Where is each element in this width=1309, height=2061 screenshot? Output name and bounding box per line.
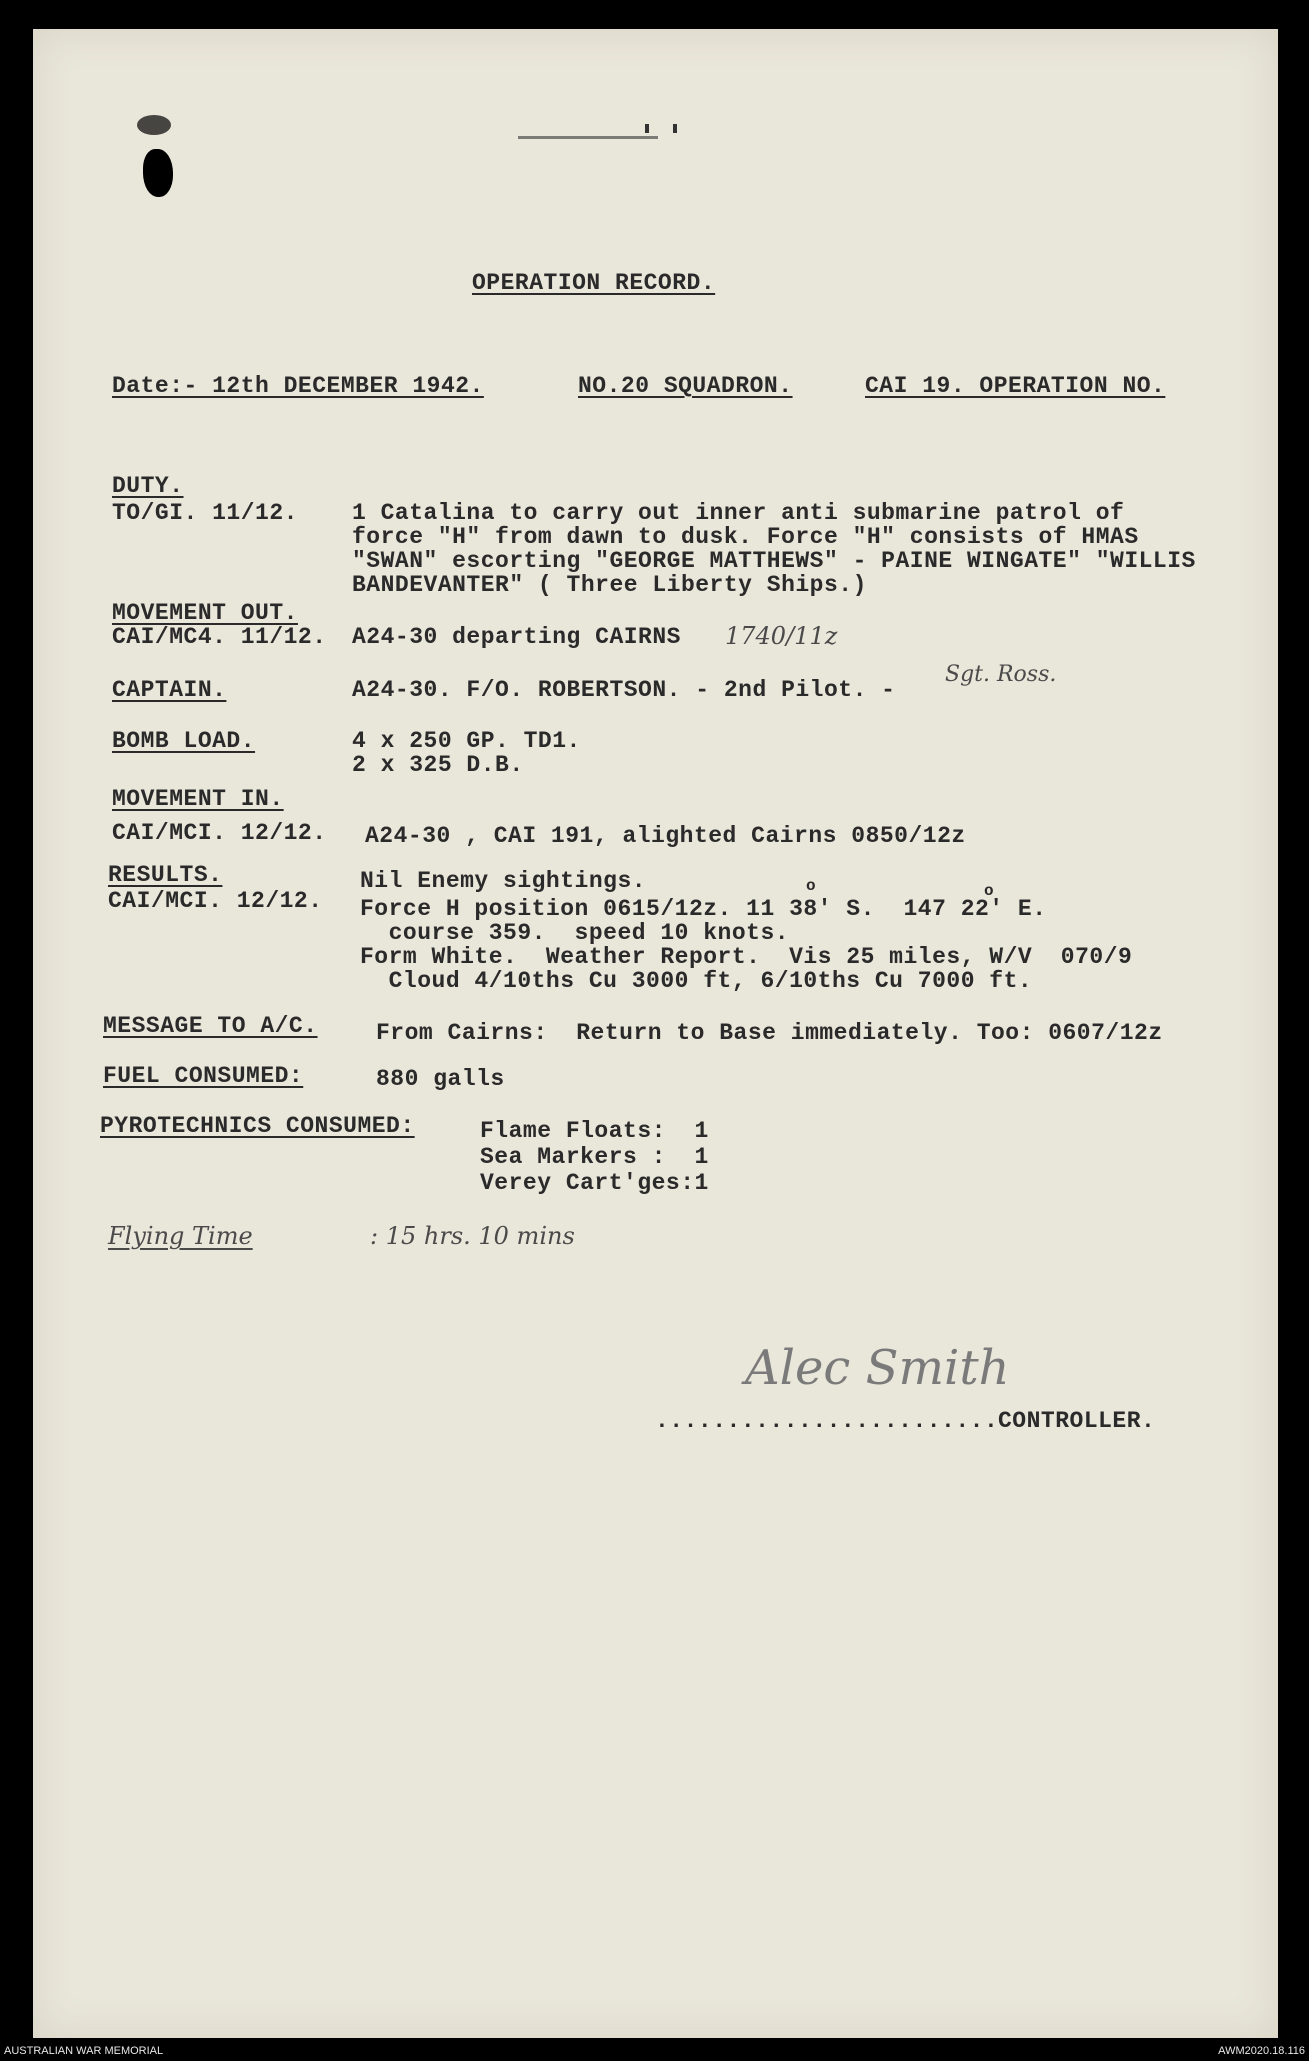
movement-in-label: MOVEMENT IN. [112, 786, 284, 812]
movement-out-ref: CAI/MC4. 11/12. [112, 624, 327, 650]
bomb-load-line: 4 x 250 GP. TD1. [352, 728, 581, 754]
signature-dots: ........................ [655, 1408, 999, 1434]
pyrotechnics-label: PYROTECHNICS CONSUMED: [100, 1113, 415, 1139]
flying-time-value: : 15 hrs. 10 mins [370, 1222, 575, 1250]
footer-archive-name: AUSTRALIAN WAR MEMORIAL [4, 2045, 164, 2057]
departure-time-handwritten: 1740/11z [725, 622, 838, 650]
pyrotechnics-line: Flame Floats: 1 [480, 1118, 709, 1144]
results-line: Force H position 0615/12z. 11 38' S. 147 22' E. [360, 896, 1047, 922]
footer-archive-id: AWM2020.18.116 [1218, 2045, 1305, 2057]
fuel-text: 880 galls [376, 1066, 505, 1092]
squadron: NO.20 SQUADRON. [578, 373, 793, 399]
record-date: Date:- 12th DECEMBER 1942. [112, 373, 484, 399]
controller-signature: Alec Smith [745, 1340, 1010, 1396]
bomb-load-label: BOMB LOAD. [112, 728, 256, 754]
duty-line: BANDEVANTER" ( Three Liberty Ships.) [352, 572, 867, 598]
degree-mark: o [806, 877, 816, 895]
pencil-mark [518, 136, 658, 139]
duty-line: "SWAN" escorting "GEORGE MATTHEWS" - PAINE WINGATE" "WILLIS [352, 548, 1196, 574]
operation-number: CAI 19. OPERATION NO. [865, 373, 1166, 399]
duty-ref: TO/GI. 11/12. [112, 500, 298, 526]
duty-label: DUTY. [112, 473, 184, 499]
results-line: Nil Enemy sightings. [360, 868, 647, 894]
movement-in-text: A24-30 , CAI 191, alighted Cairns 0850/12z [365, 823, 966, 849]
movement-in-ref: CAI/MCI. 12/12. [112, 820, 327, 846]
pencil-mark [673, 124, 677, 133]
pencil-mark [645, 124, 649, 133]
message-text: From Cairns: Return to Base immediately. Too: 0607/12z [376, 1020, 1163, 1046]
second-pilot-handwritten: Sgt. Ross. [945, 662, 1057, 687]
captain-text: A24-30. F/O. ROBERTSON. - 2nd Pilot. - [352, 677, 896, 703]
results-line: Form White. Weather Report. Vis 25 miles, W/V 070/9 [360, 944, 1133, 970]
bomb-load-line: 2 x 325 D.B. [352, 752, 524, 778]
message-label: MESSAGE TO A/C. [103, 1013, 318, 1039]
results-line: Cloud 4/10ths Cu 3000 ft, 6/10ths Cu 7000 ft. [360, 968, 1033, 994]
movement-out-label: MOVEMENT OUT. [112, 600, 298, 626]
duty-line: 1 Catalina to carry out inner anti submarine patrol of [352, 500, 1125, 526]
captain-label: CAPTAIN. [112, 677, 227, 703]
movement-out-text: A24-30 departing CAIRNS [352, 624, 681, 650]
punch-hole [137, 115, 171, 135]
pyrotechnics-line: Sea Markers : 1 [480, 1144, 709, 1170]
results-ref: CAI/MCI. 12/12. [108, 888, 323, 914]
flying-time-label: Flying Time [108, 1222, 253, 1250]
pyrotechnics-line: Verey Cart'ges:1 [480, 1170, 709, 1196]
results-line: course 359. speed 10 knots. [360, 920, 790, 946]
degree-mark: o [984, 882, 994, 900]
page-title: OPERATION RECORD. [472, 270, 716, 296]
results-label: RESULTS. [108, 862, 223, 888]
fuel-label: FUEL CONSUMED: [103, 1063, 304, 1089]
punch-hole [143, 149, 173, 197]
duty-line: force "H" from dawn to dusk. Force "H" consists of HMAS [352, 524, 1139, 550]
controller-title: CONTROLLER. [998, 1408, 1156, 1434]
